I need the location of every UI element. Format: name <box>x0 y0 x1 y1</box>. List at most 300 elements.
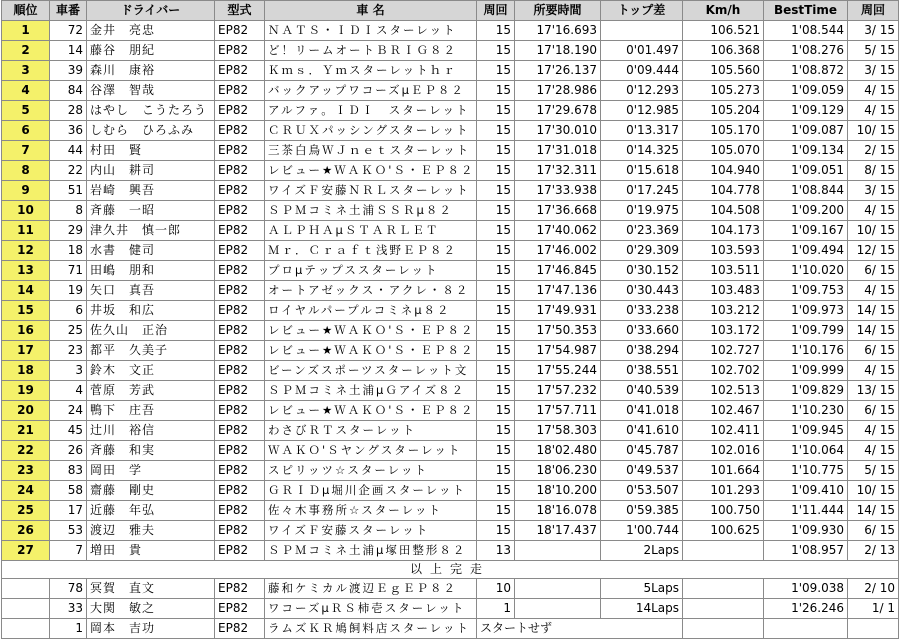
cell-best-lap: 6/ 15 <box>848 261 899 281</box>
cell-time: 17'26.137 <box>515 61 601 81</box>
cell-best-lap: 5/ 15 <box>848 41 899 61</box>
cell-laps: 15 <box>477 121 515 141</box>
cell-car-name: オートアゼックス・アクレ・８２ <box>265 281 477 301</box>
table-row <box>2 81 899 101</box>
cell-gap: 14Laps <box>601 599 683 619</box>
cell-gap: 0'30.152 <box>601 261 683 281</box>
cell-model: EP82 <box>215 579 265 599</box>
cell-car-no: 39 <box>50 61 87 81</box>
table-row <box>2 241 899 261</box>
cell-laps: 15 <box>477 501 515 521</box>
cell-laps: 15 <box>477 101 515 121</box>
cell-driver: 岡田 学 <box>87 461 215 481</box>
cell-driver: 鴨下 庄吾 <box>87 401 215 421</box>
cell-pos: 1 <box>2 21 50 41</box>
table-row <box>2 481 899 501</box>
table-row <box>2 321 899 341</box>
cell-pos: 21 <box>2 421 50 441</box>
dns-driver: 岡本 吉功 <box>87 619 215 639</box>
cell-car-no: 22 <box>50 161 87 181</box>
cell-speed: 103.172 <box>683 321 764 341</box>
table-row <box>2 361 899 381</box>
table-row <box>2 461 899 481</box>
cell-best-lap: 4/ 15 <box>848 421 899 441</box>
cell-car-name: ＡＬＰＨＡμＳＴＡＲＬＥＴ <box>265 221 477 241</box>
cell-pos: 5 <box>2 101 50 121</box>
cell-car-no: 78 <box>50 579 87 599</box>
table-row <box>2 421 899 441</box>
cell-model: EP82 <box>215 541 265 561</box>
cell-speed <box>683 579 764 599</box>
cell-model: EP82 <box>215 281 265 301</box>
cell-pos: 11 <box>2 221 50 241</box>
cell-laps: 15 <box>477 281 515 301</box>
cell-car-name: ＳＰＭコミネ土浦μ塚田整形８２ <box>265 541 477 561</box>
cell-best-time: 1'08.276 <box>764 41 848 61</box>
cell-car-name: ビーンズスポーツスターレット文 <box>265 361 477 381</box>
cell-speed <box>683 599 764 619</box>
table-row <box>2 381 899 401</box>
cell-pos: 3 <box>2 61 50 81</box>
cell-laps: 15 <box>477 141 515 161</box>
cell-pos: 27 <box>2 541 50 561</box>
table-row <box>2 221 899 241</box>
cell-laps: 15 <box>477 261 515 281</box>
cell-best-time: 1'09.945 <box>764 421 848 441</box>
dns-blank-speed <box>683 619 764 639</box>
cell-car-no: 83 <box>50 461 87 481</box>
dns-status: スタートせず <box>477 619 683 639</box>
cell-time: 18'10.200 <box>515 481 601 501</box>
cell-driver: 渡辺 雅夫 <box>87 521 215 541</box>
cell-best-lap: 3/ 15 <box>848 21 899 41</box>
dns-car-no: 1 <box>50 619 87 639</box>
cell-car-name: バックアップワコーズμＥＰ８２ <box>265 81 477 101</box>
cell-time: 17'46.845 <box>515 261 601 281</box>
cell-best-time: 1'11.444 <box>764 501 848 521</box>
cell-model: EP82 <box>215 501 265 521</box>
table-row <box>2 161 899 181</box>
header-gap: トップ差 <box>601 1 683 21</box>
cell-best-lap: 4/ 15 <box>848 201 899 221</box>
cell-best-lap: 14/ 15 <box>848 501 899 521</box>
cell-best-time: 1'09.129 <box>764 101 848 121</box>
cell-time: 17'40.062 <box>515 221 601 241</box>
cell-car-no: 25 <box>50 321 87 341</box>
cell-driver: 大関 敏之 <box>87 599 215 619</box>
header-car-name: 車 名 <box>265 1 477 21</box>
header-best-lap: 周回 <box>848 1 899 21</box>
cell-pos: 13 <box>2 261 50 281</box>
dns-model: EP82 <box>215 619 265 639</box>
table-row <box>2 21 899 41</box>
cell-speed: 102.016 <box>683 441 764 461</box>
cell-car-no: 84 <box>50 81 87 101</box>
cell-laps: 15 <box>477 461 515 481</box>
cell-best-time: 1'08.544 <box>764 21 848 41</box>
cell-pos: 25 <box>2 501 50 521</box>
finish-note-row <box>2 561 899 579</box>
cell-speed: 102.727 <box>683 341 764 361</box>
cell-gap: 0'33.238 <box>601 301 683 321</box>
cell-pos <box>2 599 50 619</box>
cell-speed: 105.204 <box>683 101 764 121</box>
cell-laps: 15 <box>477 241 515 261</box>
cell-car-name: ＧＲＩＤμ堀川企画スターレット <box>265 481 477 501</box>
finish-note-body <box>2 561 899 579</box>
cell-best-lap: 10/ 15 <box>848 481 899 501</box>
cell-gap: 0'41.610 <box>601 421 683 441</box>
cell-best-lap: 6/ 15 <box>848 401 899 421</box>
cell-speed: 106.368 <box>683 41 764 61</box>
cell-laps: 15 <box>477 61 515 81</box>
cell-best-lap: 4/ 15 <box>848 81 899 101</box>
cell-pos: 16 <box>2 321 50 341</box>
cell-time: 17'32.311 <box>515 161 601 181</box>
cell-laps: 15 <box>477 361 515 381</box>
cell-time: 17'58.303 <box>515 421 601 441</box>
cell-car-name: ＮＡＴＳ・ＩＤＩスターレット <box>265 21 477 41</box>
cell-laps: 15 <box>477 401 515 421</box>
cell-car-no: 36 <box>50 121 87 141</box>
cell-driver: 斉藤 一昭 <box>87 201 215 221</box>
cell-car-no: 23 <box>50 341 87 361</box>
cell-best-time: 1'09.799 <box>764 321 848 341</box>
cell-speed: 105.560 <box>683 61 764 81</box>
cell-driver: 辻川 裕信 <box>87 421 215 441</box>
cell-driver: 森川 康裕 <box>87 61 215 81</box>
table-row <box>2 599 899 619</box>
cell-driver: 藤谷 朋紀 <box>87 41 215 61</box>
cell-car-no: 29 <box>50 221 87 241</box>
cell-car-no: 58 <box>50 481 87 501</box>
cell-pos: 12 <box>2 241 50 261</box>
cell-laps: 15 <box>477 221 515 241</box>
cell-best-lap: 14/ 15 <box>848 301 899 321</box>
cell-best-time: 1'09.999 <box>764 361 848 381</box>
cell-time: 18'06.230 <box>515 461 601 481</box>
cell-pos: 26 <box>2 521 50 541</box>
cell-time: 17'36.668 <box>515 201 601 221</box>
cell-speed: 103.483 <box>683 281 764 301</box>
cell-car-no: 7 <box>50 541 87 561</box>
cell-model: EP82 <box>215 421 265 441</box>
cell-laps: 15 <box>477 181 515 201</box>
cell-driver: 都平 久美子 <box>87 341 215 361</box>
header-laps: 周回 <box>477 1 515 21</box>
cell-time: 17'16.693 <box>515 21 601 41</box>
cell-model: EP82 <box>215 381 265 401</box>
cell-gap: 0'41.018 <box>601 401 683 421</box>
table-row <box>2 181 899 201</box>
cell-model: EP82 <box>215 121 265 141</box>
cell-car-no: 3 <box>50 361 87 381</box>
cell-pos: 17 <box>2 341 50 361</box>
cell-pos: 20 <box>2 401 50 421</box>
cell-pos: 18 <box>2 361 50 381</box>
cell-car-name: ＷＡＫＯ'Ｓヤングスターレット <box>265 441 477 461</box>
cell-speed: 106.521 <box>683 21 764 41</box>
cell-best-time: 1'09.930 <box>764 521 848 541</box>
cell-gap: 0'59.385 <box>601 501 683 521</box>
header-pos: 順位 <box>2 1 50 21</box>
table-row <box>2 261 899 281</box>
cell-gap <box>601 21 683 41</box>
cell-gap: 0'29.309 <box>601 241 683 261</box>
cell-speed: 100.750 <box>683 501 764 521</box>
table-row <box>2 121 899 141</box>
cell-speed: 100.625 <box>683 521 764 541</box>
cell-driver: 近藤 年弘 <box>87 501 215 521</box>
cell-driver: 佐久山 正治 <box>87 321 215 341</box>
cell-gap: 0'19.975 <box>601 201 683 221</box>
cell-laps: 15 <box>477 41 515 61</box>
cell-best-time: 1'09.134 <box>764 141 848 161</box>
cell-speed: 104.508 <box>683 201 764 221</box>
cell-pos: 2 <box>2 41 50 61</box>
cell-best-time: 1'08.844 <box>764 181 848 201</box>
cell-time <box>515 599 601 619</box>
cell-car-name: アルファ。ＩＤＩ スターレット <box>265 101 477 121</box>
cell-car-name: ＳＰＭコミネ土浦μＧアイズ８２ <box>265 381 477 401</box>
cell-gap: 2Laps <box>601 541 683 561</box>
cell-best-lap: 2/ 15 <box>848 141 899 161</box>
cell-car-name: プロμテップススターレット <box>265 261 477 281</box>
cell-gap: 0'38.551 <box>601 361 683 381</box>
cell-time: 17'31.018 <box>515 141 601 161</box>
dns-car-name: ラムズＫＲ鳩飼料店スターレット <box>265 619 477 639</box>
cell-car-name: ワイズＦ安藤スターレット <box>265 521 477 541</box>
cell-car-no: 19 <box>50 281 87 301</box>
cell-pos: 22 <box>2 441 50 461</box>
cell-gap: 0'49.537 <box>601 461 683 481</box>
dns-row <box>2 619 899 639</box>
cell-speed: 102.467 <box>683 401 764 421</box>
header-speed: Km/h <box>683 1 764 21</box>
cell-time: 17'49.931 <box>515 301 601 321</box>
cell-best-lap: 8/ 15 <box>848 161 899 181</box>
cell-model: EP82 <box>215 401 265 421</box>
cell-best-lap: 14/ 15 <box>848 321 899 341</box>
cell-laps: 15 <box>477 201 515 221</box>
cell-driver: 鈴木 文正 <box>87 361 215 381</box>
cell-gap: 0'45.787 <box>601 441 683 461</box>
cell-time: 17'47.136 <box>515 281 601 301</box>
dns-pos <box>2 619 50 639</box>
cell-car-no: 18 <box>50 241 87 261</box>
cell-driver: 齋藤 剛史 <box>87 481 215 501</box>
cell-pos: 10 <box>2 201 50 221</box>
cell-car-name: 佐々木事務所☆スターレット <box>265 501 477 521</box>
cell-gap: 0'17.245 <box>601 181 683 201</box>
cell-gap: 0'12.985 <box>601 101 683 121</box>
cell-best-time: 1'09.829 <box>764 381 848 401</box>
cell-best-lap: 4/ 15 <box>848 361 899 381</box>
header-row <box>2 1 899 21</box>
cell-speed: 105.273 <box>683 81 764 101</box>
cell-best-time: 1'09.494 <box>764 241 848 261</box>
cell-best-time: 1'10.064 <box>764 441 848 461</box>
cell-driver: 村田 賢 <box>87 141 215 161</box>
cell-gap: 1'00.744 <box>601 521 683 541</box>
cell-best-lap: 2/ 13 <box>848 541 899 561</box>
cell-time: 17'46.002 <box>515 241 601 261</box>
cell-car-no: 53 <box>50 521 87 541</box>
cell-driver: 水書 健司 <box>87 241 215 261</box>
cell-best-time: 1'09.973 <box>764 301 848 321</box>
table-row <box>2 61 899 81</box>
cell-speed: 103.212 <box>683 301 764 321</box>
cell-time: 17'54.987 <box>515 341 601 361</box>
cell-gap: 5Laps <box>601 579 683 599</box>
cell-pos: 15 <box>2 301 50 321</box>
cell-best-lap: 4/ 15 <box>848 281 899 301</box>
cell-model: EP82 <box>215 301 265 321</box>
cell-laps: 15 <box>477 161 515 181</box>
cell-best-lap: 13/ 15 <box>848 381 899 401</box>
cell-best-lap: 10/ 15 <box>848 221 899 241</box>
header-car-no: 車番 <box>50 1 87 21</box>
cell-laps: 15 <box>477 21 515 41</box>
table-row <box>2 541 899 561</box>
cell-time: 17'57.232 <box>515 381 601 401</box>
cell-laps: 13 <box>477 541 515 561</box>
table-row <box>2 441 899 461</box>
table-row <box>2 579 899 599</box>
cell-time: 17'28.986 <box>515 81 601 101</box>
cell-car-name: レビュー★ＷＡＫＯ'Ｓ・ＥＰ８２ <box>265 321 477 341</box>
cell-best-lap: 10/ 15 <box>848 121 899 141</box>
cell-pos: 7 <box>2 141 50 161</box>
cell-gap: 0'12.293 <box>601 81 683 101</box>
cell-best-time: 1'10.775 <box>764 461 848 481</box>
cell-laps: 15 <box>477 81 515 101</box>
table-row <box>2 341 899 361</box>
cell-best-lap: 3/ 15 <box>848 61 899 81</box>
results-table <box>1 0 899 639</box>
cell-best-lap: 4/ 15 <box>848 101 899 121</box>
cell-driver: 菅原 芳武 <box>87 381 215 401</box>
cell-car-no: 28 <box>50 101 87 121</box>
cell-pos: 24 <box>2 481 50 501</box>
cell-car-no: 14 <box>50 41 87 61</box>
cell-best-time: 1'09.410 <box>764 481 848 501</box>
table-row <box>2 141 899 161</box>
cell-best-time: 1'09.038 <box>764 579 848 599</box>
cell-speed: 102.702 <box>683 361 764 381</box>
cell-gap: 0'38.294 <box>601 341 683 361</box>
cell-time <box>515 579 601 599</box>
cell-model: EP82 <box>215 141 265 161</box>
cell-model: EP82 <box>215 241 265 261</box>
cell-car-no: 72 <box>50 21 87 41</box>
cell-pos: 4 <box>2 81 50 101</box>
cell-best-time: 1'09.200 <box>764 201 848 221</box>
cell-model: EP82 <box>215 181 265 201</box>
cell-gap: 0'14.325 <box>601 141 683 161</box>
cell-gap: 0'01.497 <box>601 41 683 61</box>
cell-pos: 8 <box>2 161 50 181</box>
cell-gap: 0'30.443 <box>601 281 683 301</box>
cell-speed: 102.411 <box>683 421 764 441</box>
cell-gap: 0'33.660 <box>601 321 683 341</box>
table-row <box>2 201 899 221</box>
cell-driver: 内山 耕司 <box>87 161 215 181</box>
cell-car-no: 45 <box>50 421 87 441</box>
cell-speed: 104.778 <box>683 181 764 201</box>
cell-pos: 14 <box>2 281 50 301</box>
cell-best-time: 1'10.176 <box>764 341 848 361</box>
cell-laps: 15 <box>477 421 515 441</box>
cell-model: EP82 <box>215 441 265 461</box>
cell-gap: 0'23.369 <box>601 221 683 241</box>
cell-gap: 0'40.539 <box>601 381 683 401</box>
cell-best-time: 1'09.059 <box>764 81 848 101</box>
cell-car-no: 17 <box>50 501 87 521</box>
cell-speed: 101.664 <box>683 461 764 481</box>
cell-model: EP82 <box>215 81 265 101</box>
cell-speed: 101.293 <box>683 481 764 501</box>
cell-model: EP82 <box>215 161 265 181</box>
cell-laps: 15 <box>477 341 515 361</box>
cell-car-name: Ｋｍｓ．Ｙｍスターレットｈｒ <box>265 61 477 81</box>
cell-car-no: 44 <box>50 141 87 161</box>
cell-best-time: 1'09.051 <box>764 161 848 181</box>
cell-driver: 谷澤 智哉 <box>87 81 215 101</box>
cell-car-name: ワイズＦ安藤ＮＲＬスターレット <box>265 181 477 201</box>
cell-car-no: 51 <box>50 181 87 201</box>
cell-best-time: 1'09.167 <box>764 221 848 241</box>
cell-best-lap: 6/ 15 <box>848 341 899 361</box>
cell-pos: 9 <box>2 181 50 201</box>
cell-laps: 10 <box>477 579 515 599</box>
cell-gap: 0'53.507 <box>601 481 683 501</box>
cell-laps: 15 <box>477 481 515 501</box>
table-row <box>2 281 899 301</box>
dns-blank-best <box>764 619 848 639</box>
cell-speed: 104.940 <box>683 161 764 181</box>
cell-best-time: 1'26.246 <box>764 599 848 619</box>
table-row <box>2 101 899 121</box>
cell-best-time: 1'09.753 <box>764 281 848 301</box>
cell-pos <box>2 579 50 599</box>
cell-best-lap: 3/ 15 <box>848 181 899 201</box>
cell-speed: 103.593 <box>683 241 764 261</box>
cell-model: EP82 <box>215 221 265 241</box>
cell-driver: 増田 貴 <box>87 541 215 561</box>
cell-best-time: 1'10.020 <box>764 261 848 281</box>
table-row <box>2 301 899 321</box>
cell-car-name: ワコーズμＲＳ柿壱スターレット <box>265 599 477 619</box>
cell-model: EP82 <box>215 481 265 501</box>
cell-driver: はやし こうたろう <box>87 101 215 121</box>
cell-model: EP82 <box>215 61 265 81</box>
cell-best-lap: 2/ 10 <box>848 579 899 599</box>
cell-model: EP82 <box>215 321 265 341</box>
cell-pos: 19 <box>2 381 50 401</box>
cell-gap: 0'09.444 <box>601 61 683 81</box>
table-row <box>2 501 899 521</box>
cell-time: 18'16.078 <box>515 501 601 521</box>
results-body <box>2 21 899 561</box>
cell-speed: 103.511 <box>683 261 764 281</box>
cell-best-lap: 4/ 15 <box>848 441 899 461</box>
cell-model: EP82 <box>215 21 265 41</box>
cell-driver: 岩崎 興吾 <box>87 181 215 201</box>
cell-model: EP82 <box>215 101 265 121</box>
cell-laps: 15 <box>477 441 515 461</box>
cell-time: 17'55.244 <box>515 361 601 381</box>
